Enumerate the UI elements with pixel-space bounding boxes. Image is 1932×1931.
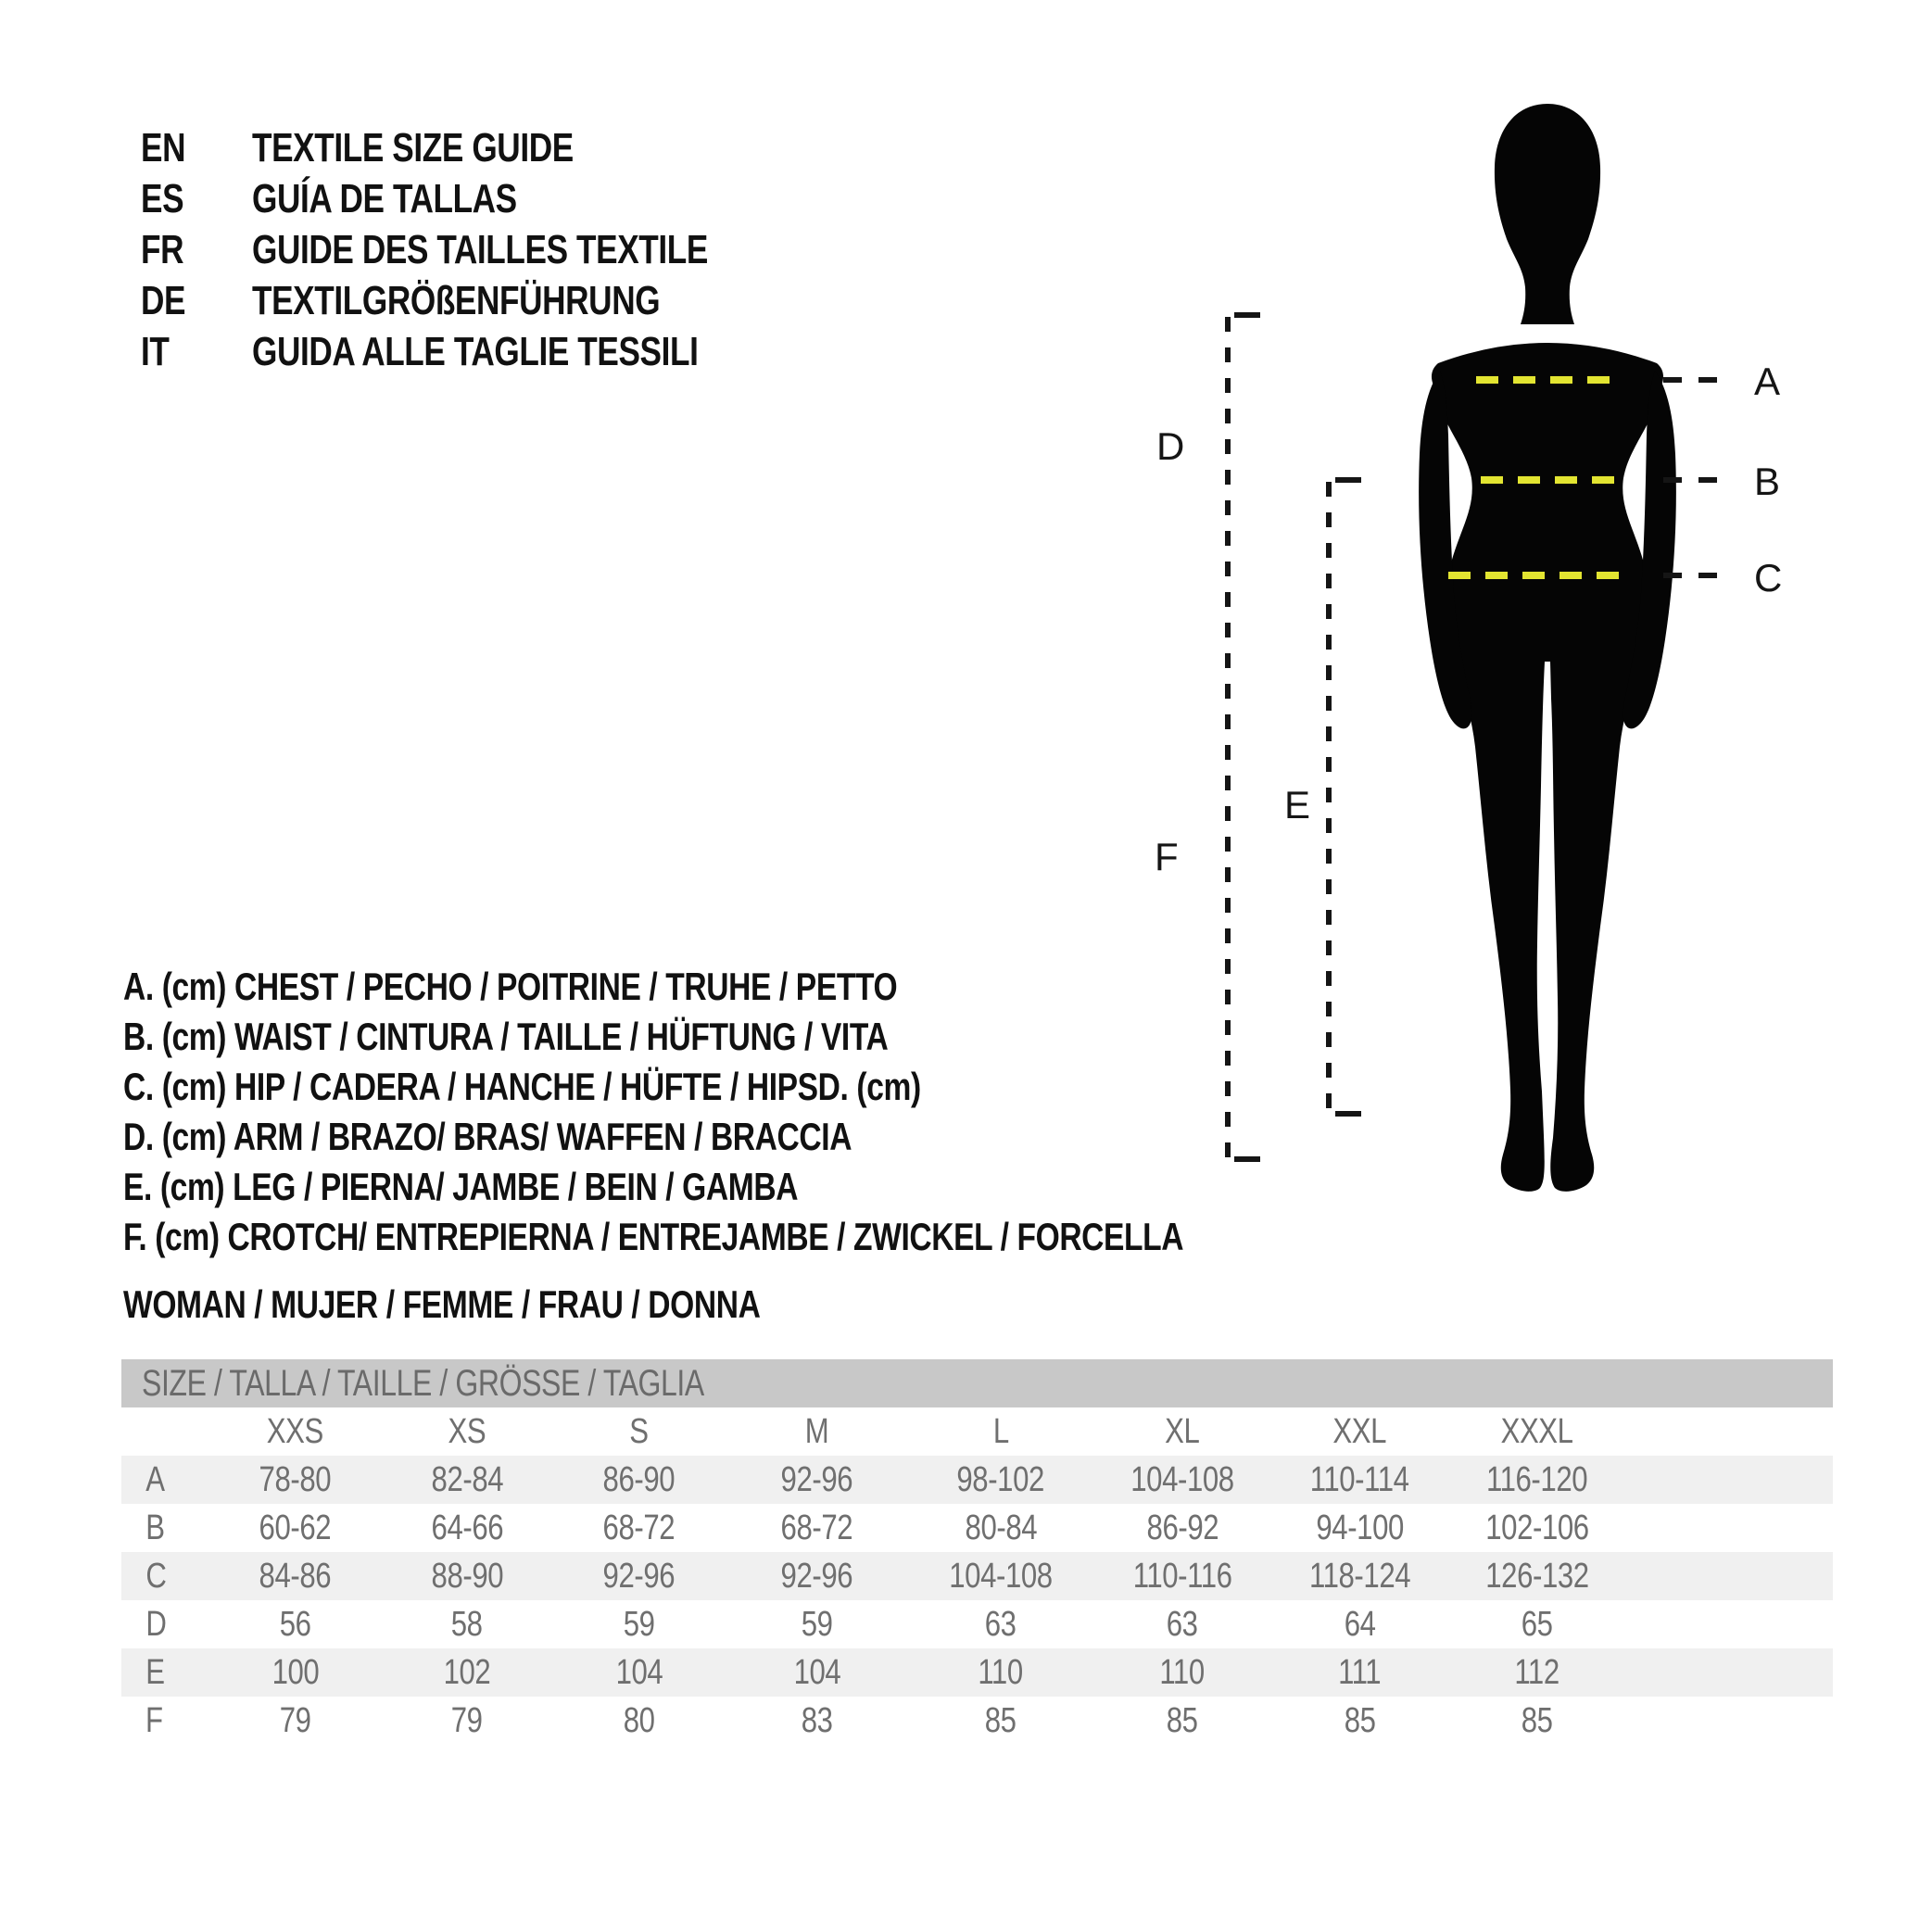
size-col-m: M [804, 1411, 829, 1451]
cell-value: 64 [1344, 1604, 1376, 1644]
cell-value: 68-72 [780, 1508, 853, 1547]
cell-value: 56 [279, 1604, 311, 1644]
definition-crotch: F. (cm) CROTCH/ ENTREPIERNA / ENTREJAMBE / ZWICKEL / FORCELLA [123, 1215, 1184, 1258]
figure-label-chest: A [1754, 360, 1781, 403]
cell-value: 110-114 [1310, 1459, 1409, 1499]
figure-label-leg: E [1284, 783, 1311, 827]
figure-label-crotch: F [1155, 835, 1179, 878]
lang-code-es: ES [141, 176, 184, 221]
cell-value: 85 [985, 1700, 1017, 1740]
cell-value: 102-106 [1485, 1508, 1589, 1547]
cell-value: 92-96 [602, 1556, 676, 1596]
cell-value: 83 [801, 1700, 833, 1740]
cell-value: 84-86 [259, 1556, 332, 1596]
figure-label-waist: B [1754, 460, 1781, 503]
silhouette-head [1495, 104, 1600, 324]
cell-value: 112 [1514, 1652, 1560, 1692]
definition-hip: C. (cm) HIP / CADERA / HANCHE / HÜFTE / HIPSD. (cm) [123, 1065, 921, 1108]
cell-value: 85 [1522, 1700, 1553, 1740]
cell-value: 63 [985, 1604, 1017, 1644]
lang-code-it: IT [141, 329, 170, 374]
cell-value: 98-102 [956, 1459, 1045, 1499]
cell-value: 59 [623, 1604, 655, 1644]
cell-value: 104-108 [1130, 1459, 1234, 1499]
size-col-xl: XL [1165, 1411, 1200, 1451]
cell-value: 78-80 [259, 1459, 332, 1499]
cell-value: 59 [801, 1604, 833, 1644]
cell-value: 92-96 [780, 1556, 853, 1596]
cell-value: 110 [978, 1652, 1024, 1692]
row-label: C [145, 1556, 167, 1596]
cell-value: 104 [615, 1652, 663, 1692]
cell-value: 88-90 [431, 1556, 503, 1596]
cell-value: 100 [271, 1652, 319, 1692]
lang-title-es: GUÍA DE TALLAS [252, 176, 517, 221]
definition-leg: E. (cm) LEG / PIERNA/ JAMBE / BEIN / GAMBA [123, 1165, 799, 1208]
row-label: B [145, 1508, 165, 1547]
size-col-xs: XS [448, 1411, 486, 1451]
cell-value: 60-62 [259, 1508, 332, 1547]
cell-value: 111 [1338, 1652, 1382, 1692]
definition-chest: A. (cm) CHEST / PECHO / POITRINE / TRUHE / PETTO [123, 965, 898, 1008]
cell-value: 85 [1344, 1700, 1376, 1740]
cell-value: 79 [279, 1700, 311, 1740]
row-label: E [145, 1652, 165, 1692]
cell-value: 94-100 [1316, 1508, 1404, 1547]
lang-title-en: TEXTILE SIZE GUIDE [252, 125, 574, 170]
cell-value: 126-132 [1485, 1556, 1589, 1596]
figure-label-arm: D [1156, 424, 1185, 468]
table-row-chest [121, 1456, 1833, 1504]
size-table-title: SIZE / TALLA / TAILLE / GRÖSSE / TAGLIA [142, 1362, 704, 1404]
size-col-xxl: XXL [1332, 1411, 1387, 1451]
cell-value: 86-90 [602, 1459, 676, 1499]
cell-value: 64-66 [431, 1508, 503, 1547]
definition-waist: B. (cm) WAIST / CINTURA / TAILLE / HÜFTUNG / VITA [123, 1015, 889, 1058]
size-col-l: L [992, 1411, 1009, 1451]
table-row-waist [121, 1504, 1833, 1552]
cell-value: 104-108 [949, 1556, 1053, 1596]
size-table [121, 1359, 1833, 1745]
lang-code-fr: FR [141, 227, 184, 272]
cell-value: 110-116 [1132, 1556, 1232, 1596]
cell-value: 110 [1159, 1652, 1206, 1692]
cell-value: 79 [451, 1700, 483, 1740]
lang-title-it: GUIDA ALLE TAGLIE TESSILI [252, 329, 699, 374]
cell-value: 118-124 [1308, 1556, 1411, 1596]
size-table-header-bar [121, 1359, 1833, 1407]
measurement-definitions [123, 962, 1448, 1262]
table-row-leg [121, 1648, 1833, 1697]
table-row-arm [121, 1600, 1833, 1648]
size-header-row [121, 1407, 1833, 1456]
cell-value: 65 [1522, 1604, 1553, 1644]
lang-title-de: TEXTILGRÖßENFÜHRUNG [252, 278, 661, 323]
lang-code-de: DE [141, 278, 186, 323]
size-col-s: S [629, 1411, 649, 1451]
table-row-crotch [121, 1697, 1833, 1745]
cell-value: 80 [623, 1700, 655, 1740]
size-col-xxs: XXS [266, 1411, 324, 1451]
cell-value: 63 [1167, 1604, 1198, 1644]
lang-code-en: EN [141, 125, 186, 170]
size-col-xxxl: XXXL [1500, 1411, 1574, 1451]
table-row-hip [121, 1552, 1833, 1600]
cell-value: 104 [793, 1652, 840, 1692]
cell-value: 85 [1167, 1700, 1198, 1740]
silhouette-body [1432, 343, 1663, 1192]
gender-heading: WOMAN / MUJER / FEMME / FRAU / DONNA [123, 1282, 761, 1326]
cell-value: 58 [451, 1604, 483, 1644]
cell-value: 80-84 [965, 1508, 1037, 1547]
row-label: A [145, 1459, 165, 1499]
row-label: D [145, 1604, 167, 1644]
cell-value: 116-120 [1486, 1459, 1588, 1499]
cell-value: 102 [443, 1652, 491, 1692]
definition-arm: D. (cm) ARM / BRAZO/ BRAS/ WAFFEN / BRACCIA [123, 1115, 852, 1158]
lang-title-fr: GUIDE DES TAILLES TEXTILE [252, 227, 708, 272]
cell-value: 68-72 [602, 1508, 676, 1547]
cell-value: 82-84 [431, 1459, 503, 1499]
figure-label-hip: C [1754, 556, 1783, 599]
row-label: F [145, 1700, 163, 1740]
cell-value: 86-92 [1146, 1508, 1219, 1547]
cell-value: 92-96 [780, 1459, 853, 1499]
